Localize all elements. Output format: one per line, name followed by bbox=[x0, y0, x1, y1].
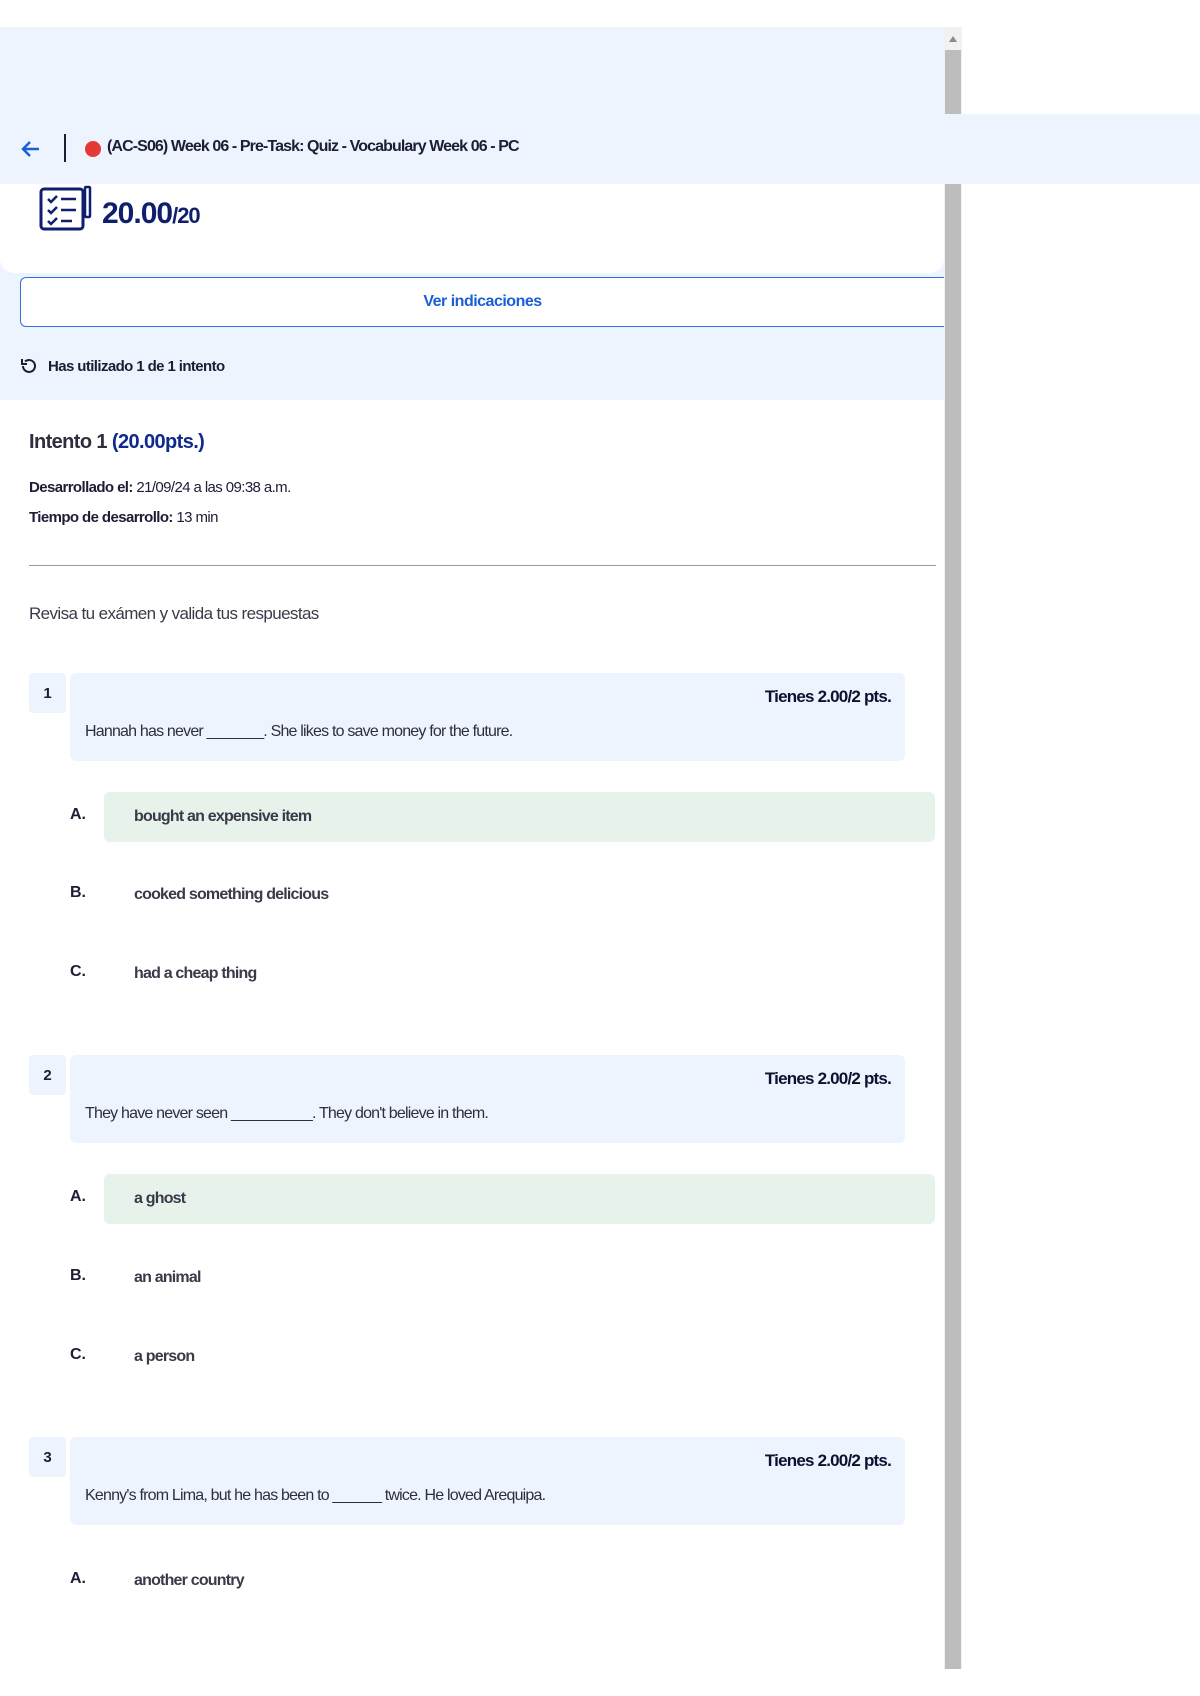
checklist-icon bbox=[38, 185, 94, 233]
question-score: Tienes 2.00/2 pts. bbox=[764, 1451, 891, 1470]
option-correct: a ghost bbox=[104, 1174, 935, 1224]
score-max: /20 bbox=[172, 203, 200, 228]
score-value: 20.00/20 bbox=[102, 197, 200, 230]
option-letter: C. bbox=[70, 1346, 86, 1363]
question-box bbox=[70, 1055, 905, 1143]
back-arrow-icon[interactable] bbox=[20, 138, 42, 160]
question-text: They have never seen __________. They don't believe in them. bbox=[85, 1105, 489, 1122]
quiz-viewport bbox=[0, 27, 962, 1669]
attempt-points: (20.00pts.) bbox=[111, 431, 205, 453]
question-box bbox=[70, 1437, 905, 1525]
question-box bbox=[70, 673, 905, 761]
question-text: Kenny's from Lima, but he has been to ______ twice. He loved Arequipa. bbox=[85, 1487, 546, 1504]
review-instruction: Revisa tu exámen y valida tus respuestas bbox=[29, 604, 319, 623]
page-title: (AC-S06) Week 06 - Pre-Task: Quiz - Vocabulary Week 06 - PC bbox=[107, 138, 519, 155]
status-dot-icon bbox=[85, 141, 101, 157]
divider bbox=[29, 565, 936, 566]
attempts-text: Has utilizado 1 de 1 intento bbox=[48, 357, 225, 375]
option: another country bbox=[134, 1572, 244, 1589]
development-time: Tiempo de desarrollo: 13 min bbox=[29, 509, 218, 526]
view-instructions-button[interactable]: Ver indicaciones bbox=[20, 277, 944, 327]
question-number: 1 bbox=[29, 673, 66, 713]
option-letter: C. bbox=[70, 963, 86, 980]
scrollbar-thumb[interactable] bbox=[945, 50, 961, 1669]
option: cooked something delicious bbox=[134, 886, 329, 903]
refresh-icon bbox=[20, 357, 38, 375]
question-text: Hannah has never _______. She likes to save money for the future. bbox=[85, 723, 513, 740]
separator bbox=[64, 134, 66, 162]
option-letter: A. bbox=[70, 1570, 86, 1587]
option-letter: B. bbox=[70, 884, 86, 901]
question-score: Tienes 2.00/2 pts. bbox=[764, 687, 891, 706]
option: an animal bbox=[134, 1269, 201, 1286]
attempts-row bbox=[20, 357, 225, 375]
option: had a cheap thing bbox=[134, 965, 257, 982]
option-letter: A. bbox=[70, 1188, 86, 1205]
option-letter: B. bbox=[70, 1267, 86, 1284]
option: a person bbox=[134, 1348, 195, 1365]
attempt-title: Intento 1 (20.00pts.) bbox=[29, 431, 205, 453]
top-bar bbox=[0, 114, 1200, 184]
option-correct: bought an expensive item bbox=[104, 792, 935, 842]
scroll-up-arrow-icon[interactable] bbox=[944, 27, 962, 49]
question-score: Tienes 2.00/2 pts. bbox=[764, 1069, 891, 1088]
option-letter: A. bbox=[70, 806, 86, 823]
summary-card bbox=[0, 27, 944, 400]
question-number: 3 bbox=[29, 1437, 66, 1477]
question-number: 2 bbox=[29, 1055, 66, 1095]
developed-date: Desarrollado el: 21/09/24 a las 09:38 a.m. bbox=[29, 479, 291, 496]
